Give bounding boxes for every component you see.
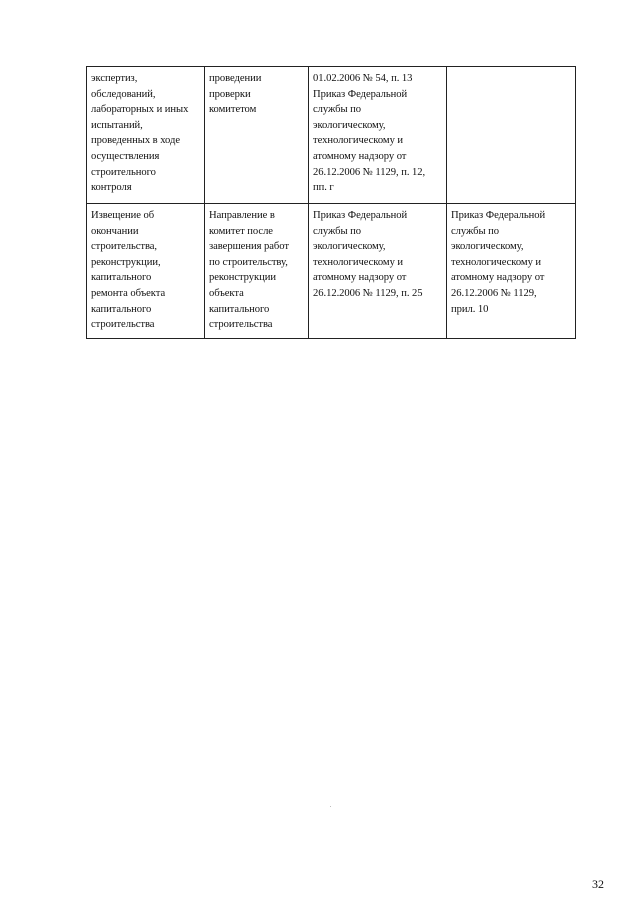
- table-row: [87, 204, 576, 339]
- page-number: 32: [592, 877, 604, 891]
- document-table: [86, 66, 576, 339]
- table-cell-legal-basis: Приказ Федеральной службы по экологическому, технологическому и атомному надзору от 26.12.2006 № 1129, п. 25: [309, 204, 447, 339]
- table-cell-submission-procedure: проведении проверки комитетом: [205, 67, 309, 204]
- table-cell-document-name: Извещение об окончании строительства, реконструкции, капитального ремонта объекта капитального строительства: [87, 204, 205, 339]
- table-cell-form-reference: Приказ Федеральной службы по экологическому, технологическому и атомному надзору от 26.12.2006 № 1129, прил. 10: [447, 204, 576, 339]
- table-row: [87, 67, 576, 204]
- table-cell-form-reference: [447, 67, 576, 204]
- scan-speck: [330, 806, 331, 807]
- table-cell-submission-procedure: Направление в комитет после завершения работ по строительству, реконструкции объекта капитального строительства: [205, 204, 309, 339]
- table-cell-legal-basis: 01.02.2006 № 54, п. 13 Приказ Федеральной службы по экологическому, технологическому и атомному надзору от 26.12.2006 № 1129, п. 12, пп. г: [309, 67, 447, 204]
- table-cell-document-name: экспертиз, обследований, лабораторных и иных испытаний, проведенных в ходе осуществления строительного контроля: [87, 67, 205, 204]
